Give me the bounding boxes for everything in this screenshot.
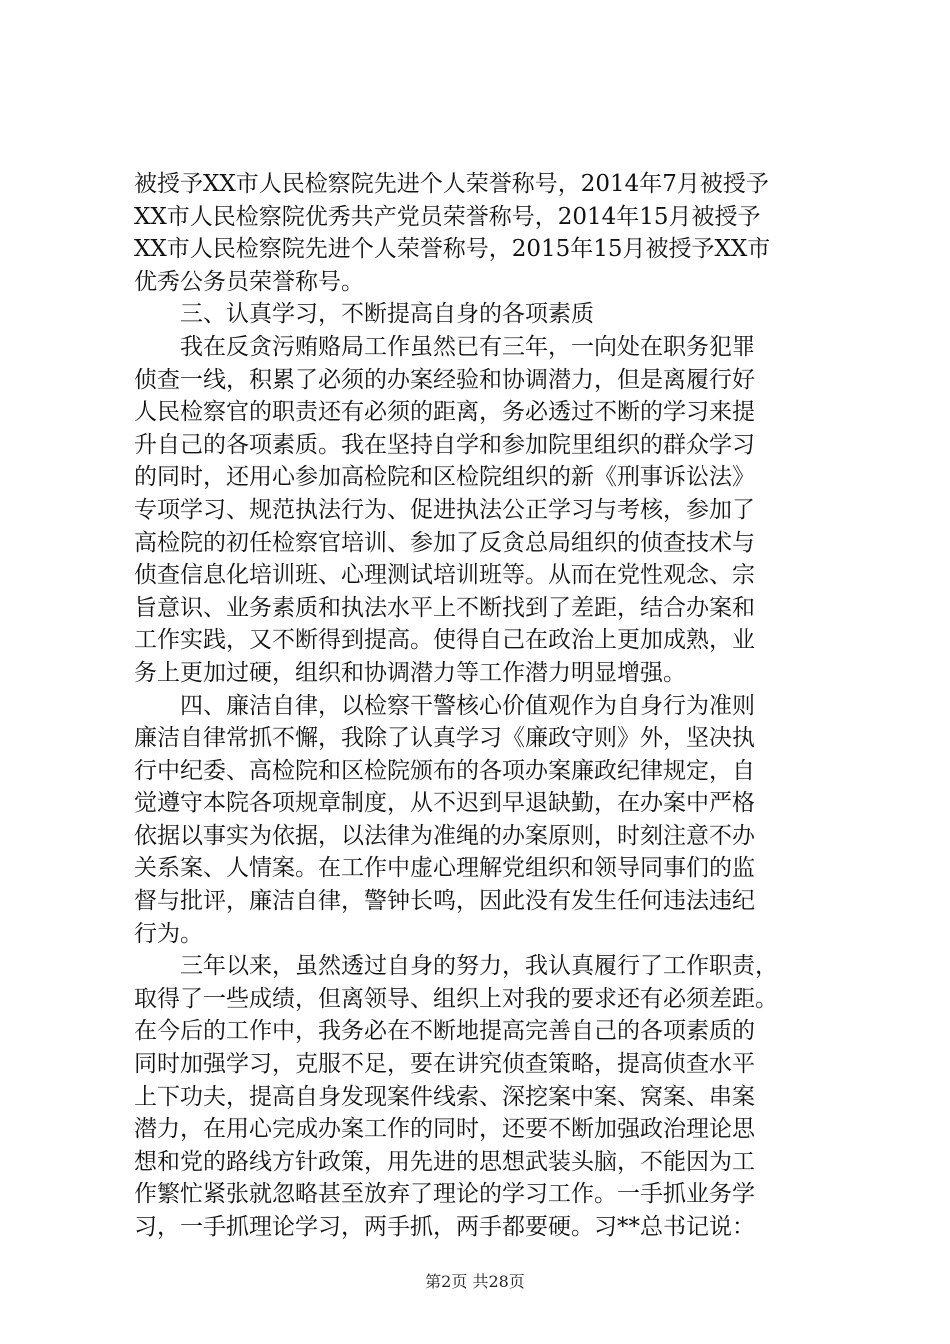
text-line: 习，一手抓理论学习，两手抓，两手都要硬。习**总书记说： [134,1214,755,1240]
text-line: 人民检察官的职责还有必须的距离，务必透过不断的学习来提 [134,399,755,426]
text-line: 旨意识、业务素质和执法水平上不断找到了差距，结合办案和 [134,594,755,621]
text-line: 关系案、人情案。在工作中虚心理解党组织和领导同事们的监 [134,855,755,882]
text-line: 上下功夫，提高自身发现案件线索、深挖案中案、窝案、串案 [134,1083,755,1110]
text-line: 侦查信息化培训班、心理测试培训班等。从而在党性观念、宗 [134,562,755,589]
text-line: 的同时，还用心参加高检院和区检院组织的新《刑事诉讼法》 [134,464,755,491]
text-line: 务上更加过硬，组织和协调潜力等工作潜力明显增强。 [134,659,686,686]
text-line: 依据以事实为依据，以法律为准绳的办案原则，时刻注意不办 [134,822,755,849]
text-line: 同时加强学习，克服不足，要在讲究侦查策略，提高侦查水平 [134,1051,755,1078]
text-line: 取得了一些成绩，但离领导、组织上对我的要求还有必须差距。 [134,985,778,1012]
text-line: 督与批评，廉洁自律，警钟长鸣，因此没有发生任何违法违纪 [134,888,755,915]
text-line: 行为。 [134,920,203,947]
page-footer: 第2页 共28页 [425,1272,525,1291]
text-line: 升自己的各项素质。我在坚持自学和参加院里组织的群众学习 [134,431,755,458]
text-line: 觉遵守本院各项规章制度，从不迟到早退缺勤，在办案中严格 [134,790,755,817]
text-line: 潜力，在用心完成办案工作的同时，还要不断加强政治理论思 [134,1116,755,1143]
text-line: 行中纪委、高检院和区检院颁布的各项办案廉政纪律规定，自 [134,757,755,784]
text-line: 专项学习、规范执法行为、促进执法公正学习与考核，参加了 [134,496,755,523]
text-line: 三、认真学习，不断提高自身的各项素质 [180,301,594,328]
text-line: 作繁忙紧张就忽略甚至放弃了理论的学习工作。一手抓业务学 [134,1181,755,1208]
text-line: 廉洁自律常抓不懈，我除了认真学习《廉政守则》外，坚决执 [134,725,755,752]
text-line: 工作实践，又不断得到提高。使得自己在政治上更加成熟，业 [134,627,755,654]
text-line: XX市人民检察院先进个人荣誉称号，2015年15月被授予XX市 [134,236,771,263]
text-line: 我在反贪污贿赂局工作虽然已有三年，一向处在职务犯罪 [180,333,755,360]
text-line: 四、廉洁自律，以检察干警核心价值观作为自身行为准则 [180,692,755,719]
text-line: 优秀公务员荣誉称号。 [134,268,364,295]
text-line: 想和党的路线方针政策，用先进的思想武装头脑，不能因为工 [134,1148,755,1175]
text-line: XX市人民检察院优秀共产党员荣誉称号，2014年15月被授予 [134,203,761,230]
document-body [134,168,824,1244]
text-line: 在今后的工作中，我务必在不断地提高完善自己的各项素质的 [134,1018,755,1045]
text-line: 高检院的初任检察官培训、参加了反贪总局组织的侦查技术与 [134,529,755,556]
text-line: 侦查一线，积累了必须的办案经验和协调潜力，但是离履行好 [134,366,755,393]
text-line: 三年以来，虽然透过自身的努力，我认真履行了工作职责， [180,953,778,980]
text-line: 被授予XX市人民检察院先进个人荣誉称号，2014年7月被授予 [134,171,769,197]
